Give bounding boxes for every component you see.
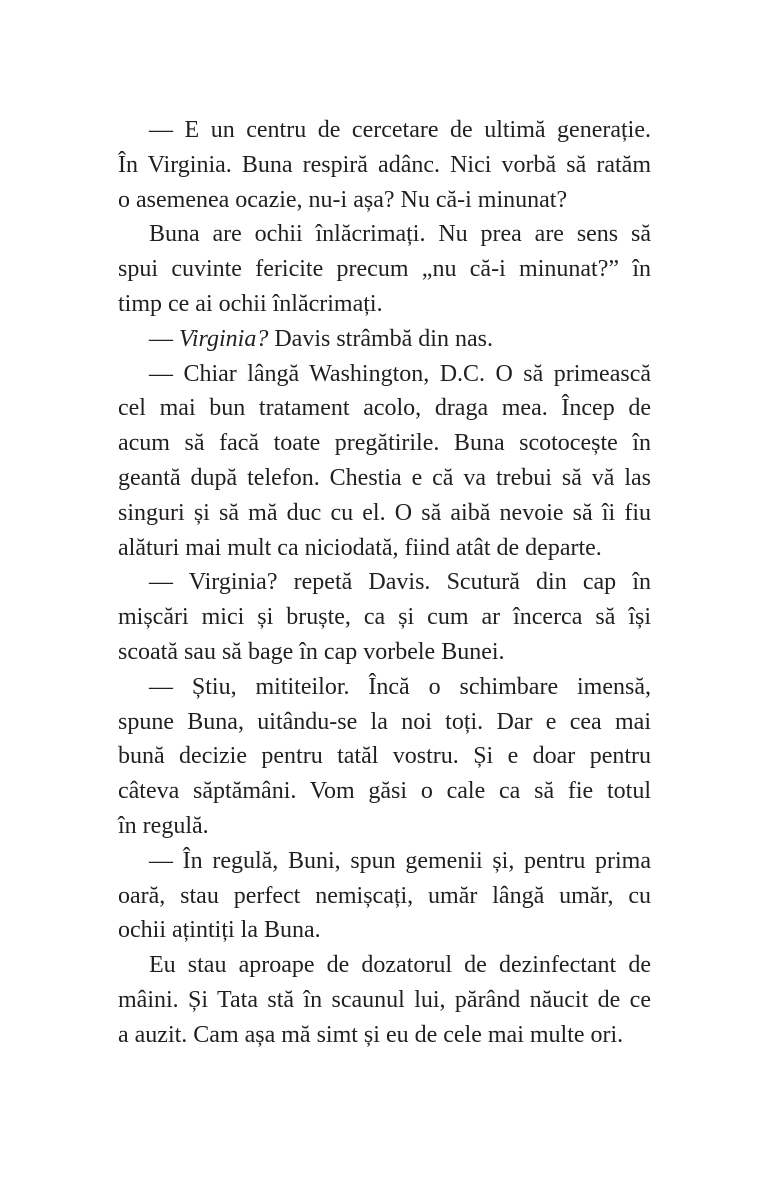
paragraph bbox=[118, 217, 651, 321]
text-line: — Știu, mititeilor. Încă o schimbare imensă, bbox=[149, 673, 651, 700]
text-line: scoată sau să bage în cap vorbele Bunei. bbox=[118, 638, 505, 665]
text-line: mișcări mici și bruște, ca și cum ar încerca să își bbox=[118, 604, 651, 631]
paragraph bbox=[118, 948, 651, 1052]
text-line: în regulă. bbox=[118, 812, 209, 839]
text-line: — Chiar lângă Washington, D.C. O să primească bbox=[149, 360, 651, 387]
text-line: În Virginia. Buna respiră adânc. Nici vorbă să ratăm bbox=[118, 151, 651, 178]
italic-text: Virginia? bbox=[179, 325, 269, 352]
text-line: spune Buna, uitându-se la noi toți. Dar e cea mai bbox=[118, 708, 651, 735]
paragraph bbox=[118, 322, 651, 357]
text-line: spui cuvinte fericite precum „nu că-i minunat?” în bbox=[118, 256, 651, 283]
text-line: timp ce ai ochii înlăcrimați. bbox=[118, 290, 383, 317]
text-line bbox=[118, 322, 651, 357]
text-line: — E un centru de cercetare de ultimă generație. bbox=[149, 117, 651, 143]
paragraph bbox=[118, 844, 651, 948]
paragraph bbox=[118, 565, 651, 669]
text-line: oară, stau perfect nemișcați, umăr lângă umăr, cu bbox=[118, 882, 651, 909]
text-line: acum să facă toate pregătirile. Buna scotocește în bbox=[118, 430, 651, 457]
paragraph bbox=[118, 113, 651, 217]
text-line: bună decizie pentru tatăl vostru. Și e doar pentru bbox=[118, 743, 651, 770]
text-line: cel mai bun tratament acolo, draga mea. Încep de bbox=[118, 395, 651, 422]
book-page-text bbox=[118, 113, 651, 1053]
text-line: — În regulă, Buni, spun gemenii și, pentru prima bbox=[149, 847, 651, 874]
text-segment: Davis strâmbă din nas. bbox=[268, 325, 493, 352]
text-segment: — bbox=[149, 325, 179, 352]
text-line: geantă după telefon. Chestia e că va trebui să vă las bbox=[118, 464, 651, 491]
text-line: mâini. Și Tata stă în scaunul lui, părând năucit de ce bbox=[118, 986, 651, 1013]
text-line: o asemenea ocazie, nu-i așa? Nu că-i minunat? bbox=[118, 186, 568, 213]
text-line: — Virginia? repetă Davis. Scutură din cap în bbox=[149, 569, 651, 596]
paragraph bbox=[118, 357, 651, 566]
text-line: singuri și să mă duc cu el. O să aibă nevoie să îi fiu bbox=[118, 499, 651, 526]
text-line: Eu stau aproape de dozatorul de dezinfectant de bbox=[149, 952, 651, 979]
text-line: a auzit. Cam așa mă simt și eu de cele mai multe ori. bbox=[118, 1021, 624, 1048]
text-line: Buna are ochii înlăcrimați. Nu prea are sens să bbox=[149, 221, 651, 248]
text-line: alături mai mult ca niciodată, fiind atât de departe. bbox=[118, 534, 602, 561]
text-line: ochii ațintiți la Buna. bbox=[118, 917, 321, 944]
text-line: câteva săptămâni. Vom găsi o cale ca să fie totul bbox=[118, 778, 651, 805]
paragraph bbox=[118, 670, 651, 844]
